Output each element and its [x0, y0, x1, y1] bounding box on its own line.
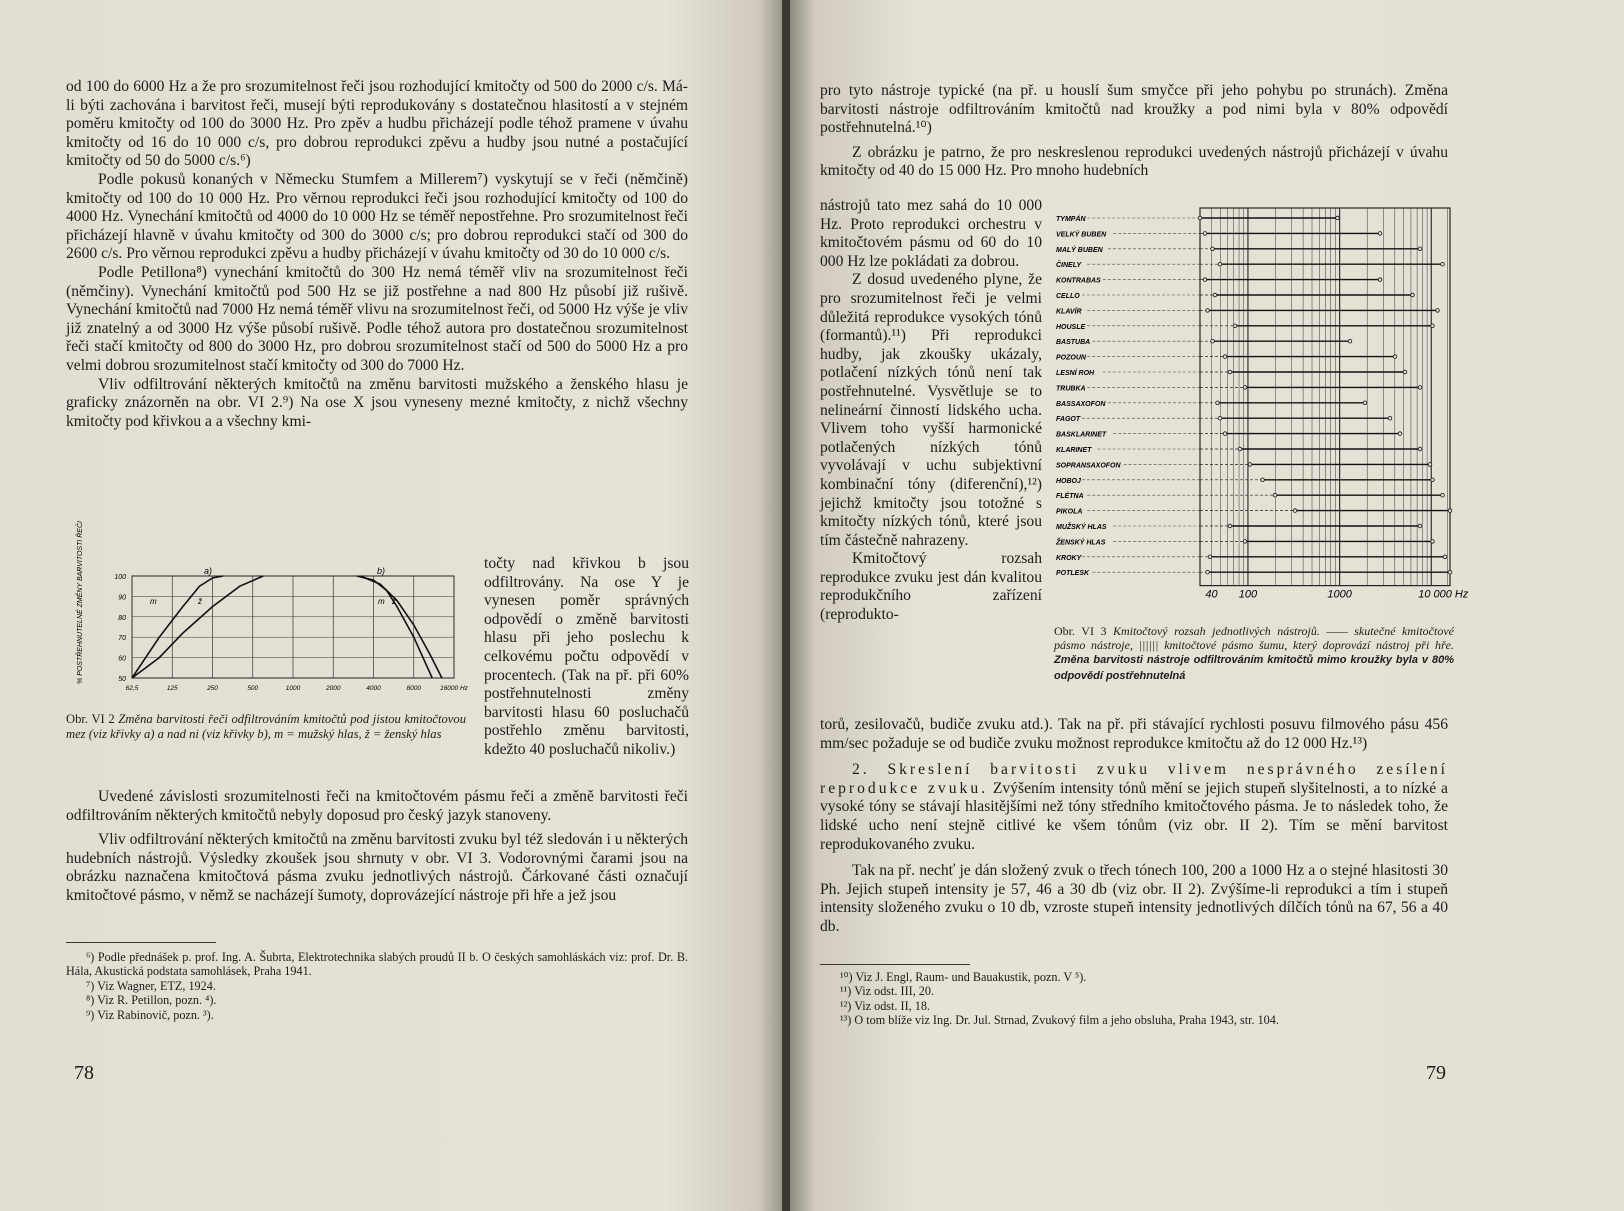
range-ring-low: [1211, 247, 1215, 251]
curve-a-female: [132, 576, 263, 678]
series-label-m-b: m: [378, 597, 385, 606]
x-tick-label: 125: [166, 685, 178, 692]
paragraph: Vliv odfiltrování některých kmitočtů na změnu barvitosti mužského a ženského hlasu je graficky znázorněn na obr. VI 2.⁹) Na ose X jsou vyneseny mezné kmitočty, z nichž všechny kmitočty pod křivkou a a všechny kmi-: [66, 375, 688, 430]
paragraph: Tak na př. nechť je dán složený zvuk o třech tónech 100, 200 a 1000 Hz a o stejné hlasitosti 30 Ph. Jejich stupeň intensity je 57, 46 a 30 db (viz obr. II 2). Zvýšíme-li reprodukci a tím i stupeň intensity složeného zvuku o 10 db, vzroste stupeň intensity jednotlivých dílčích tónů na 67, 56 a 40 db.: [820, 862, 1448, 935]
ranges: [1198, 216, 1452, 574]
page-number: 78: [74, 1062, 94, 1084]
x-tick-label: 62,5: [125, 685, 139, 692]
caption-text: Změna barvitosti řeči odfiltrováním kmitočtů pod jistou kmitočtovou mez (viz křivky a) a nad ni (viz křivky b), m = mužský hlas, ž = ženský hlas: [66, 712, 466, 741]
instrument-label: KONTRABAS: [1056, 277, 1101, 285]
y-axis-label: % POSTŘEHNUTELNÉ ZMĚNY BARVITOSTI ŘEČI: [77, 521, 84, 684]
footnote: ¹³) O tom blíže viz Ing. Dr. Jul. Strnad, Zvukový film a jeho obsluha, Praha 1943, str. 104.: [840, 1013, 1279, 1028]
paragraph: Z obrázku je patrno, že pro neskreslenou reprodukci uvedených nástrojů přicházejí v úvahu kmitočty od 40 do 15 000 Hz. Pro mnoho hudebních: [820, 143, 1448, 180]
y-tick-label: 60: [118, 655, 126, 663]
range-ring-high: [1418, 247, 1422, 251]
range-ring-high: [1398, 432, 1402, 436]
instrument-label: CELLO: [1056, 293, 1080, 300]
instrument-label: KLAVÍR: [1056, 308, 1082, 316]
range-ring-low: [1211, 339, 1215, 343]
x-tick-label: 2000: [326, 685, 341, 692]
left-text-top: [66, 78, 688, 431]
range-ring-low: [1223, 432, 1227, 436]
figure-vi2-chart: [72, 521, 470, 706]
range-ring-high: [1418, 524, 1422, 528]
figure-vi3-caption: [1054, 624, 1454, 683]
right-footnotes: [820, 970, 1448, 1028]
x-tick-label: 4000: [366, 685, 381, 692]
instrument-label: LESNÍ ROH: [1056, 370, 1095, 377]
range-ring-low: [1273, 493, 1277, 497]
instrument-label: FLÉTNA: [1056, 493, 1084, 501]
range-ring-low: [1228, 524, 1232, 528]
range-ring-high: [1336, 216, 1340, 220]
range-ring-low: [1208, 555, 1212, 559]
range-ring-high: [1431, 540, 1435, 544]
paragraph: torů, zesilovačů, budiče zvuku atd.). Tak na př. při stávající rychlosti posuvu filmového pásu 456 mm/sec požaduje se od budiče zvuku možnost reprodukce kmitočtu až do 12 000 Hz.¹³): [820, 716, 1448, 752]
instrument-label: PIKOLA: [1056, 508, 1083, 516]
instrument-label: MUŽSKÝ HLAS: [1056, 524, 1107, 531]
series-label-z-a: ž: [198, 597, 202, 606]
y-tick-label: 100: [114, 574, 126, 581]
footnote: ¹¹) Viz odst. III, 20.: [840, 984, 935, 999]
right-text-top: [820, 82, 1448, 181]
range-ring-high: [1448, 570, 1452, 574]
range-ring-high: [1441, 493, 1445, 497]
instrument-label: ČINELY: [1056, 262, 1082, 270]
paragraph: nástrojů tato mez sahá do 10 000 Hz. Proto reprodukci orchestru v kmitočtovém pásmu od 60 do 10 000 Hz lze pokládati za dobrou.: [820, 197, 1042, 270]
instrument-labels: [1055, 214, 1200, 577]
x-tick-label: 40: [1205, 588, 1218, 601]
range-ring-high: [1363, 401, 1367, 405]
range-ring-low: [1216, 401, 1220, 405]
range-ring-low: [1293, 509, 1297, 513]
paragraph: Vliv odfiltrování některých kmitočtů na změnu barvitosti zvuku byl též sledován i u některých hudebních nástrojů. Výsledky zkoušek jsou shrnuty v obr. VI 3. Vodorovnými čarami jsou na obrázku naznačena kmitočtová pásma zvuku jednotlivých nástrojů. Čárkované části označují kmitočtové pásmo, v němž se nacházejí šumoty, doprovázející nástroje při hře a jež jsou: [66, 831, 688, 904]
range-ring-low: [1218, 416, 1222, 420]
left-footnotes: [66, 950, 688, 1022]
instrument-label: ŽENSKÝ HLAS: [1056, 539, 1106, 547]
instrument-label: BASSAXOFON: [1056, 400, 1106, 408]
footnote-rule: [820, 964, 970, 965]
x-ticks: [1205, 589, 1469, 601]
x-ticks: [126, 685, 469, 692]
curve-b-male: [357, 576, 432, 678]
footnote: ⁸) Viz R. Petillon, pozn. ⁴).: [86, 993, 217, 1008]
range-ring-high: [1443, 555, 1447, 559]
x-tick-label: 1000: [1327, 588, 1352, 601]
right-page: [790, 0, 1624, 1211]
x-tick-label: 250: [207, 685, 218, 692]
caption-title: Kmitočtový rozsah jednotlivých nástrojů.: [1112, 624, 1320, 638]
range-ring-high: [1448, 509, 1452, 513]
paragraph: Podle Petillona⁸) vynechání kmitočtů do 300 Hz nemá téměř vliv na srozumitelnost řeči (němčiny). Vynechání kmitočtů pod 500 Hz se již postřehne a nad 800 Hz působí již rušivě. Vynechání kmitočtů nad 7000 Hz nemá téměř vlivu na srozumitelnost řeči, od 5000 Hz výše je vliv již znatelný a od 3000 Hz výše působí rušivě. Podle téhož autora pro dostatečnou srozumitelnost řeči stačí kmitočty od 800 do 3000 Hz, pro dobrou srozumitelnost stačí od 500 do 5000 Hz a pro velmi dobrou srozumitelnost stačí kmitočty od 300 do 7000 Hz.: [66, 263, 688, 374]
range-ring-high: [1348, 339, 1352, 343]
caption-lead: Obr. VI 2: [66, 712, 115, 726]
left-text-bottom: [66, 788, 688, 906]
curves: [132, 576, 442, 678]
y-tick-label: 80: [118, 614, 126, 622]
instrument-label: FAGOT: [1056, 416, 1081, 424]
y-tick-label: 70: [118, 635, 126, 643]
range-ring-high: [1418, 386, 1422, 390]
instrument-label: SOPRANSAXOFON: [1056, 462, 1121, 470]
footnote: ⁷) Viz Wagner, ETZ, 1924.: [86, 978, 216, 993]
paragraph: Kmitočtový rozsah reprodukce zvuku jest dán kvalitou reprodukčního zařízení (reprodukto-: [820, 550, 1042, 624]
range-ring-high: [1441, 262, 1445, 266]
y-ticks: [114, 574, 126, 683]
range-ring-high: [1431, 478, 1435, 482]
instrument-label: POZOUN: [1056, 354, 1086, 362]
page-number: 79: [1426, 1062, 1446, 1084]
curve-label-b: b): [377, 566, 386, 576]
range-ring-high: [1418, 447, 1422, 451]
footnote: ⁶) Podle přednášek p. prof. Ing. A. Šubrta, Elektrotechnika slabých proudů II b. O českých samohláskách viz: prof. Dr. B. Hála, Akustická podstata samohlásek, Praha 1941.: [66, 950, 688, 979]
instrument-label: VELKÝ BUBEN: [1056, 231, 1107, 239]
figure-vi3-chart: [1054, 204, 1469, 624]
y-tick-label: 50: [118, 676, 126, 683]
paragraph: Uvedené závislosti srozumitelnosti řeči na kmitočtovém pásmu řeči a změně barvitosti řeči odfiltrováním některých kmitočtů nebyly doposud pro český jazyk stanoveny.: [66, 788, 688, 824]
caption-rest: —— skutečné kmitočtové pásmo nástroje, |||||| kmitočtové pásmo šumu, který doprovází nástroj při hře.: [1054, 624, 1454, 653]
left-text-wrap: [484, 555, 689, 760]
x-tick-label: 100: [1238, 588, 1258, 601]
instrument-label: HOUSLE: [1056, 323, 1086, 331]
range-ring-high: [1431, 324, 1435, 328]
range-ring-high: [1393, 355, 1397, 359]
range-ring-high: [1436, 309, 1440, 313]
footnote: ¹⁰) Viz J. Engl, Raum- und Bauakustik, pozn. V ⁵).: [840, 970, 1087, 984]
footnote: ¹²) Viz odst. II, 18.: [840, 998, 930, 1013]
book-gutter: [782, 0, 790, 1211]
range-ring-high: [1403, 370, 1407, 374]
x-tick-label: 1000: [285, 685, 301, 692]
caption-rest-2: Změna barvitosti nástroje odfiltrováním kmitočtů mimo kroužky byla v 80% odpovědí postřehnutelná: [1054, 654, 1454, 682]
paragraph: pro tyto nástroje typické (na př. u houslí šum smyčce při jeho pohybu po strunách). Změna barvitosti nástroje odfiltrováním kmitočtů nad kroužky a pod nimi byla v 80% odpovědí postřehnutelná.¹⁰): [820, 82, 1448, 137]
y-tick-label: 90: [118, 594, 126, 602]
footnote-rule: [66, 942, 216, 943]
range-ring-high: [1411, 293, 1415, 297]
section-heading: 2. Skreslení barvitosti zvuku vlivem nesprávného zesílení reprodukce zvuku.: [820, 761, 1448, 797]
curve-b-female: [361, 576, 442, 678]
paragraph: od 100 do 6000 Hz a že pro srozumitelnost řeči jsou rozhodující kmitočty od 500 do 2000 c/s. Má-li býti zachována i barvitost řeči, musejí býti reprodukovány s dostatečnou hlasitostí a v stejném poměru kmitočty od 100 do 3000 Hz. Pro zpěv a hudbu přicházejí podle téhož pramene v úvahu kmitočty od 16 do 10 000 c/s, pro dobrou reprodukci zpěvu a hudby jsou nutné a postačující kmitočty od 50 do 5000 c/s.⁶): [66, 78, 688, 170]
series-label-z-b: ž: [392, 597, 396, 606]
instrument-label: KROKY: [1056, 554, 1082, 562]
curve-label-a: a): [204, 566, 213, 576]
x-tick-label: 10 000 Hz: [1418, 588, 1469, 601]
range-ring-high: [1378, 278, 1382, 282]
instrument-label: KLARINET: [1056, 447, 1092, 454]
range-ring-low: [1243, 540, 1247, 544]
range-ring-low: [1206, 309, 1210, 313]
instrument-label: TRUBKA: [1056, 385, 1086, 393]
range-ring-low: [1206, 570, 1210, 574]
range-ring-low: [1213, 293, 1217, 297]
section-text: Zvýšením intensity tónů mění se jejich stupeň slyšitelnosti, a to nízké a vysoké tóny se stávají hlasitějšími než tóny středního kmitočtového pásma. Je to následek toho, že lidské ucho není stejně citlivé ke všem tónům (viz obr. II 2). Tím se mění barvitost reprodukovaného zvuku.: [820, 779, 1448, 853]
footnote: ⁹) Viz Rabinovič, pozn. ³).: [86, 1007, 214, 1022]
range-ring-low: [1203, 278, 1207, 282]
instrument-label: BASTUBA: [1056, 339, 1091, 347]
range-ring-low: [1198, 216, 1202, 220]
right-text-bottom: [820, 716, 1448, 937]
instrument-label: TYMPÁN: [1056, 216, 1086, 223]
range-ring-high: [1428, 463, 1432, 467]
curve-a-male: [132, 576, 223, 678]
instrument-label: HOBOJ: [1056, 477, 1081, 485]
range-ring-low: [1228, 370, 1232, 374]
x-tick-label: 500: [247, 685, 259, 692]
series-label-m-a: m: [150, 597, 157, 606]
x-tick-label: 8000: [406, 685, 421, 692]
range-ring-low: [1261, 478, 1265, 482]
range-ring-low: [1203, 232, 1207, 236]
instrument-label: BASKLARINET: [1056, 431, 1107, 439]
paragraph: točty nad křivkou b jsou odfiltrovány. Na ose Y je vynesen poměr správných odpovědí o změně barvitosti hlasu při jeho poslechu k celkovému počtu odpovědí v procentech. (Tak na př. při 60% postřehnutelnosti změny barvitosti hlasu 60 posluchačů postřehlo změnu barvitosti, kdežto 40 posluchačů nikoliv.): [484, 555, 689, 758]
caption-lead: Obr. VI 3: [1054, 624, 1107, 638]
right-text-wrap: [820, 197, 1042, 625]
range-ring-low: [1218, 262, 1222, 266]
instrument-label: POTLESK: [1056, 570, 1090, 578]
paragraph: Z dosud uvedeného plyne, že pro srozumitelnost řeči je velmi důležitá reprodukce vysokých tónů (formantů).¹¹) Při reprodukci hudby, jak zkoušky ukázaly, potlačení nízkých tónů není tak postřehnutelné. Vysvětluje se to nelineární činností lidského ucha. Vlivem toho vyšší harmonické potlačených nízkých tónů vyvolávají v uchu subjektivní kombinační tóny (diferenční),¹²) jejichž kmitočty jsou totožné s kmitočty nízkých tónů, které jsou tím částečně nahrazeny.: [820, 271, 1042, 549]
range-ring-high: [1378, 232, 1382, 236]
range-ring-low: [1223, 355, 1227, 359]
grid: [132, 576, 454, 678]
range-ring-low: [1233, 324, 1237, 328]
left-page: [0, 0, 782, 1211]
range-ring-high: [1388, 416, 1392, 420]
range-ring-low: [1243, 386, 1247, 390]
paragraph: Podle pokusů konaných v Německu Stumfem a Millerem⁷) vyskytují se v řeči (němčině) kmitočty od 100 do 10 000 Hz. Pro věrnou reprodukci řeči jsou rozhodující kmitočty od 100 do 4000 Hz. Vynechání kmitočtů od 4000 do 10 000 Hz se téměř nepostřehne. Pro srozumitelnost řeči přicházejí hlavně v úvahu kmitočty od 300 do 3000 c/s; pro dobrou reprodukci stačí od 300 do 2600 c/s. Pro věrnou reprodukci zpěvu a hudby přicházejí v úvahu kmitočty od 30 do 10 000 c/s.: [66, 170, 688, 263]
x-tick-label: 16000 Hz: [440, 685, 468, 692]
section-paragraph: [820, 761, 1448, 854]
range-ring-low: [1238, 447, 1242, 451]
figure-vi2-caption: [66, 712, 466, 741]
instrument-label: MALÝ BUBEN: [1056, 246, 1103, 254]
range-ring-low: [1248, 463, 1252, 467]
